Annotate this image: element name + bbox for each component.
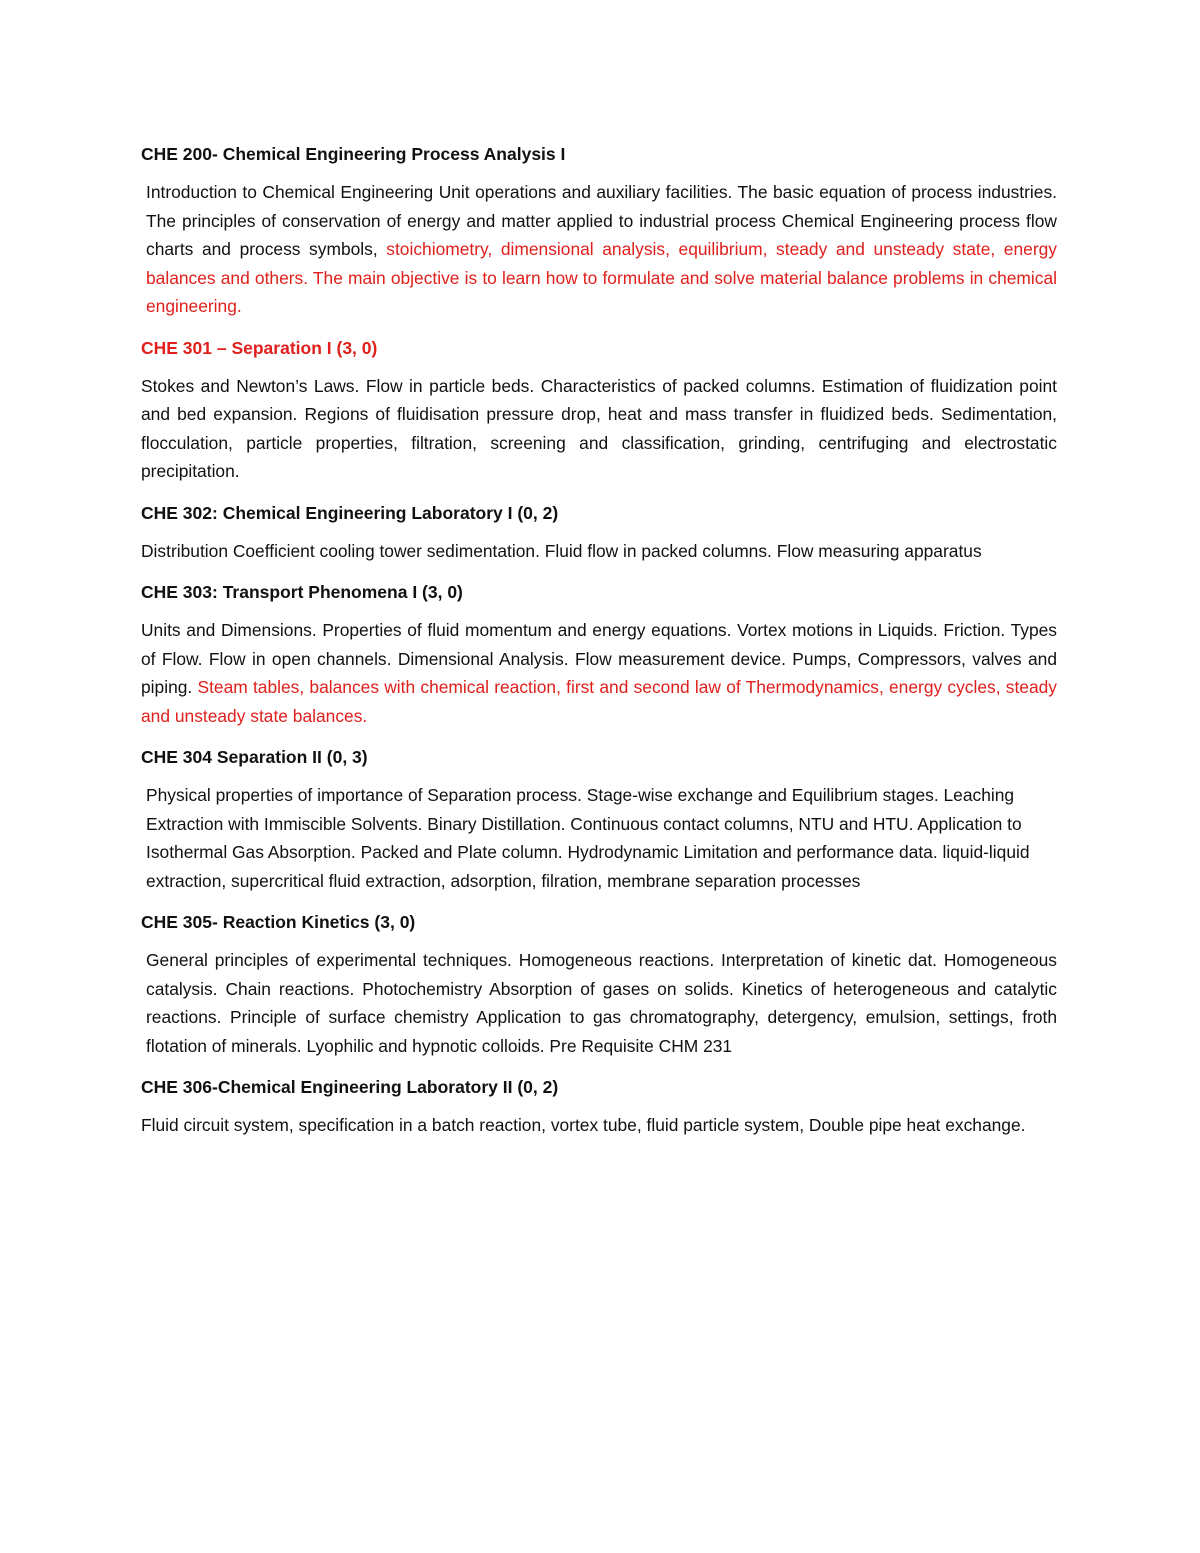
section-heading-che301: CHE 301 – Separation I (3, 0) <box>141 337 378 358</box>
document-page <box>141 140 1057 1153</box>
section-body-che302: Distribution Coefficient cooling tower sedimentation. Fluid flow in packed columns. Flow measuring apparatus <box>141 540 982 561</box>
section-body-che301: Stokes and Newton’s Laws. Flow in particle beds. Characteristics of packed columns. Estimation of fluidization point and bed expansion. Regions of fluidisation pressure drop, heat and mass transfer in fluidized beds. Sedimentation, flocculation, particle properties, filtration, screening and classification, grinding, centrifuging and electrostatic precipitation. <box>141 375 1057 481</box>
section-body-che306: Fluid circuit system, specification in a batch reaction, vortex tube, fluid particle system, Double pipe heat exchange. <box>141 1115 1026 1135</box>
section-body-che305: General principles of experimental techniques. Homogeneous reactions. Interpretation of kinetic dat. Homogeneous catalysis. Chain reactions. Photochemistry Absorption of gases on solids. Kinetics of heterogeneous and catalytic reactions. Principle of surface chemistry Application to gas chromatography, detergency, emulsion, settings, froth flotation of minerals. Lyophilic and hypnotic colloids. Pre Requisite CHM 231 <box>146 950 1057 1056</box>
section-body-che200 <box>141 178 1057 321</box>
section-body-che303-plain: Units and Dimensions. Properties of fluid momentum and energy equations. Vortex motions in Liquids. Friction. Types of Flow. Flow in open channels. Dimensional Analysis. Flow measurement device. Pumps, Compressors, valves and piping. <box>141 620 1057 697</box>
section-heading-che304: CHE 304 Separation II (0, 3) <box>141 747 368 767</box>
section-heading-che306: CHE 306-Chemical Engineering Laboratory II (0, 2) <box>141 1077 559 1097</box>
section-body-che303 <box>141 616 1057 730</box>
section-body-che303-highlight: Steam tables, balances with chemical reaction, first and second law of Thermodynamics, energy cycles, steady and unsteady state balances. <box>141 677 1058 726</box>
section-heading-che305: CHE 305- Reaction Kinetics (3, 0) <box>141 912 416 932</box>
section-heading-che200: CHE 200- Chemical Engineering Process Analysis I <box>141 144 566 164</box>
section-body-che200-highlight: stoichiometry, dimensional analysis, equilibrium, steady and unsteady state, energy balances and others. The main objective is to learn how to formulate and solve material balance problems in chemical engineering. <box>146 239 1057 316</box>
section-heading-che303: CHE 303: Transport Phenomena I (3, 0) <box>141 582 463 602</box>
section-body-che304: Physical properties of importance of Separation process. Stage-wise exchange and Equilibrium stages. Leaching Extraction with Immiscible Solvents. Binary Distillation. Continuous contact columns, NTU and HTU. Application to Isothermal Gas Absorption. Packed and Plate column. Hydrodynamic Limitation and performance data. liquid-liquid extraction, supercritical fluid extraction, adsorption, filration, membrane separation processes <box>146 785 1030 891</box>
section-body-che200-plain: Introduction to Chemical Engineering Unit operations and auxiliary facilities. The basic equation of process industries. The principles of conservation of energy and matter applied to industrial process Chemical Engineering process flow charts and process symbols, <box>146 182 1057 259</box>
section-heading-che302: CHE 302: Chemical Engineering Laboratory I (0, 2) <box>141 502 559 523</box>
